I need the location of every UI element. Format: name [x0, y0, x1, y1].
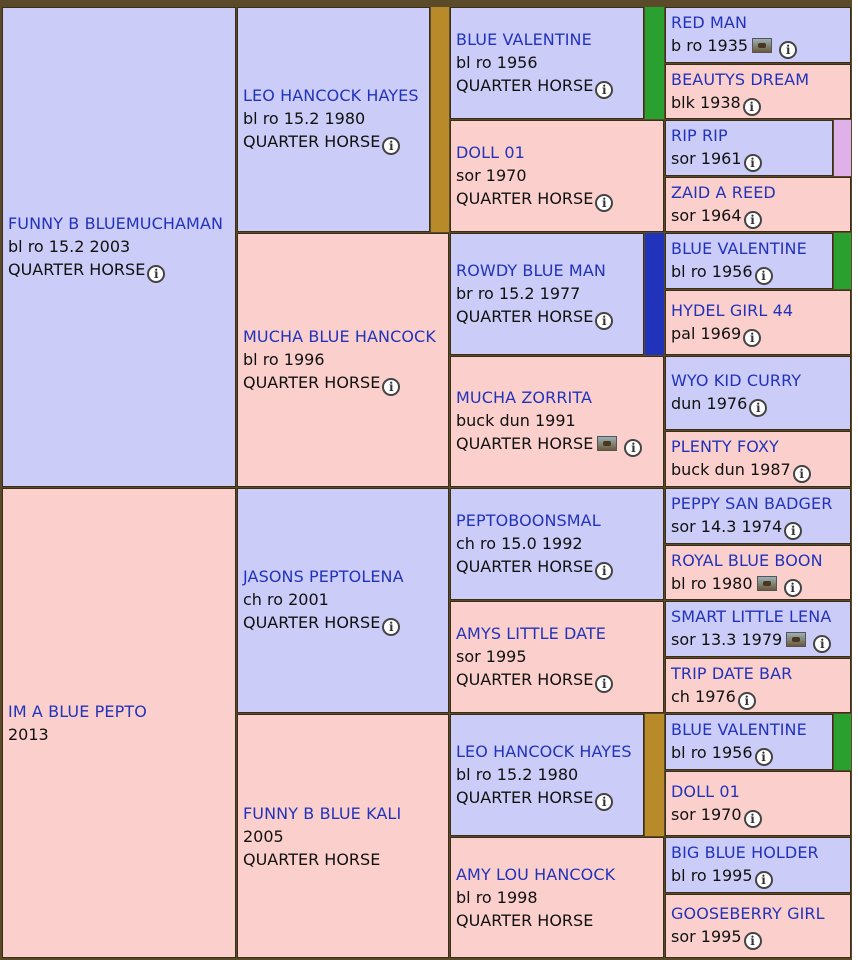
photo-icon[interactable]	[786, 632, 806, 647]
horse-details: bl ro 1996	[243, 349, 325, 369]
horse-details: bl ro 1998	[456, 888, 538, 907]
horse-name-link[interactable]: LEO HANCOCK HAYES	[243, 86, 419, 105]
pedigree-gen4-11	[665, 601, 851, 657]
horse-breed: QUARTER HORSE i	[456, 668, 663, 693]
pedigree-sire	[2, 7, 236, 487]
horse-name-link[interactable]: JASONS PEPTOLENA	[243, 567, 404, 586]
horse-details: bl ro 1956	[456, 52, 538, 72]
info-icon[interactable]: i	[743, 98, 761, 116]
info-icon[interactable]: i	[738, 692, 756, 710]
color-strip-green	[834, 233, 851, 289]
horse-name-link[interactable]: DOLL 01	[671, 781, 740, 801]
info-icon[interactable]: i	[744, 932, 762, 950]
horse-details: bl ro 15.2 2003	[8, 236, 131, 256]
color-strip-lavender	[834, 120, 851, 176]
horse-breed: QUARTER HORSE i	[456, 786, 643, 811]
info-icon[interactable]: i	[743, 329, 761, 347]
pedigree-gen4-13	[665, 714, 833, 770]
horse-name-link[interactable]: SMART LITTLE LENA	[671, 607, 832, 626]
horse-details: sor 1995 i	[671, 925, 850, 950]
horse-details: bl ro 1980 i	[671, 572, 850, 597]
horse-details: sor 1961 i	[671, 147, 832, 172]
pedigree-gen3-1	[450, 7, 644, 119]
horse-name-link[interactable]: ZAID A REED	[671, 182, 776, 202]
horse-details: b ro 1935 i	[671, 34, 850, 59]
horse-breed: QUARTER HORSE i	[243, 611, 448, 636]
horse-name-link[interactable]: PLENTY FOXY	[671, 437, 779, 456]
horse-details: sor 1995	[456, 646, 527, 666]
horse-name-link[interactable]: HYDEL GIRL 44	[671, 300, 794, 320]
pedigree-gen3-2	[450, 120, 664, 232]
horse-details: ch ro 15.0 1992	[456, 533, 583, 553]
info-icon[interactable]: i	[382, 618, 400, 636]
info-icon[interactable]: i	[595, 81, 613, 99]
pedigree-paternal-granddam	[237, 233, 449, 487]
horse-details: blk 1938 i	[671, 91, 850, 116]
horse-details: sor 1970 i	[671, 803, 850, 828]
info-icon[interactable]: i	[595, 675, 613, 693]
info-icon[interactable]: i	[595, 312, 613, 330]
info-icon[interactable]: i	[744, 810, 762, 828]
horse-details: dun 1976 i	[671, 392, 850, 417]
pedigree-gen4-2	[665, 64, 851, 119]
horse-name-link[interactable]: AMYS LITTLE DATE	[456, 623, 606, 643]
horse-name-link[interactable]: BLUE VALENTINE	[456, 29, 592, 49]
info-icon[interactable]: i	[595, 793, 613, 811]
horse-details: sor 1970	[456, 165, 527, 185]
horse-name-link[interactable]: TRIP DATE BAR	[671, 663, 793, 683]
horse-name-link[interactable]: BIG BLUE HOLDER	[671, 843, 819, 862]
horse-details: bl ro 15.2 1980	[456, 764, 579, 784]
pedigree-gen3-8	[450, 837, 664, 958]
info-icon[interactable]: i	[744, 211, 762, 229]
horse-name-link[interactable]: RED MAN	[671, 13, 748, 32]
horse-name-link[interactable]: MUCHA BLUE HANCOCK	[243, 326, 436, 346]
horse-details: sor 1964 i	[671, 204, 850, 229]
info-icon[interactable]: i	[755, 267, 773, 285]
info-icon[interactable]: i	[595, 562, 613, 580]
horse-name-link[interactable]: AMY LOU HANCOCK	[456, 865, 616, 884]
page-edge	[852, 0, 858, 960]
horse-details: 2013	[8, 725, 49, 744]
horse-name-link[interactable]: FUNNY B BLUE KALI	[243, 803, 402, 823]
pedigree-gen4-8	[665, 431, 851, 487]
pedigree-gen3-6	[450, 601, 664, 713]
pedigree-gen4-12	[665, 658, 851, 713]
horse-name-link[interactable]: BEAUTYS DREAM	[671, 69, 810, 89]
horse-breed: QUARTER HORSE i	[456, 187, 663, 212]
horse-details: ch ro 2001	[243, 590, 329, 609]
info-icon[interactable]: i	[755, 748, 773, 766]
horse-details: bl ro 1956 i	[671, 260, 832, 285]
horse-name-link[interactable]: ROYAL BLUE BOON	[671, 550, 823, 570]
pedigree-gen4-14	[665, 771, 851, 836]
info-icon[interactable]: i	[147, 265, 165, 283]
horse-details: sor 13.3 1979 i	[671, 628, 850, 653]
horse-name-link[interactable]: DOLL 01	[456, 142, 525, 162]
horse-breed: QUARTER HORSE i	[456, 305, 643, 330]
horse-details: pal 1969 i	[671, 322, 850, 347]
horse-breed: QUARTER HORSE i	[243, 371, 448, 396]
horse-details: 2005	[243, 826, 284, 846]
info-icon[interactable]: i	[382, 137, 400, 155]
horse-breed: QUARTER HORSE i	[8, 258, 235, 283]
horse-details: br ro 15.2 1977	[456, 283, 581, 303]
pedigree-maternal-grandsire	[237, 488, 449, 713]
horse-details: ch 1976 i	[671, 685, 850, 710]
info-icon[interactable]: i	[779, 41, 797, 59]
pedigree-gen4-10	[665, 545, 851, 600]
info-icon[interactable]: i	[784, 579, 802, 597]
horse-name-link[interactable]: LEO HANCOCK HAYES	[456, 741, 632, 761]
horse-name-link[interactable]: GOOSEBERRY GIRL	[671, 904, 825, 923]
horse-name-link[interactable]: PEPPY SAN BADGER	[671, 494, 833, 513]
info-icon[interactable]: i	[813, 635, 831, 653]
photo-icon[interactable]	[597, 436, 617, 451]
horse-name-link[interactable]: ROWDY BLUE MAN	[456, 260, 606, 280]
pedigree-gen4-7	[665, 356, 851, 430]
color-strip-navy	[645, 233, 664, 355]
pedigree-gen4-9	[665, 488, 851, 544]
horse-breed: QUARTER HORSE	[456, 911, 594, 930]
horse-breed: QUARTER HORSE i	[456, 555, 663, 580]
pedigree-gen3-3	[450, 233, 644, 355]
photo-icon[interactable]	[752, 38, 772, 53]
pedigree-paternal-grandsire	[237, 7, 430, 232]
pedigree-gen3-5	[450, 488, 664, 600]
color-strip-green	[834, 714, 851, 770]
horse-name-link[interactable]: PEPTOBOONSMAL	[456, 510, 601, 530]
info-icon[interactable]: i	[744, 154, 762, 172]
horse-name-link[interactable]: WYO KID CURRY	[671, 371, 802, 390]
pedigree-subject	[2, 488, 236, 958]
info-icon[interactable]: i	[749, 399, 767, 417]
pedigree-gen4-5	[665, 233, 833, 289]
horse-details: buck dun 1987 i	[671, 458, 850, 483]
pedigree-gen4-3	[665, 120, 833, 176]
horse-breed: QUARTER HORSE	[243, 849, 381, 869]
pedigree-maternal-granddam	[237, 714, 449, 958]
info-icon[interactable]: i	[624, 439, 642, 457]
horse-breed: QUARTER HORSE i	[456, 74, 643, 99]
photo-icon[interactable]	[757, 576, 777, 591]
info-icon[interactable]: i	[382, 378, 400, 396]
horse-details: sor 14.3 1974 i	[671, 515, 850, 540]
pedigree-gen3-4	[450, 356, 664, 487]
horse-details: bl ro 1995 i	[671, 864, 850, 889]
pedigree-gen4-6	[665, 290, 851, 355]
pedigree-gen4-16	[665, 894, 851, 958]
info-icon[interactable]: i	[784, 522, 802, 540]
horse-details: bl ro 1956 i	[671, 741, 832, 766]
pedigree-gen4-1	[665, 7, 851, 63]
info-icon[interactable]: i	[793, 465, 811, 483]
horse-breed: QUARTER HORSE i	[456, 432, 663, 457]
horse-name-link[interactable]: FUNNY B BLUEMUCHAMAN	[8, 213, 224, 233]
horse-name-link[interactable]: MUCHA ZORRITA	[456, 388, 593, 407]
horse-details: bl ro 15.2 1980	[243, 109, 366, 128]
pedigree-gen4-15	[665, 837, 851, 893]
horse-name-link[interactable]: RIP RIP	[671, 126, 728, 145]
color-strip-green	[645, 7, 664, 119]
pedigree-gen3-7	[450, 714, 644, 836]
horse-name-link[interactable]: IM A BLUE PEPTO	[8, 702, 147, 721]
horse-breed: QUARTER HORSE i	[243, 130, 429, 155]
color-strip-gold	[645, 714, 664, 836]
horse-details: buck dun 1991	[456, 411, 576, 430]
horse-name-link[interactable]: BLUE VALENTINE	[671, 239, 807, 258]
info-icon[interactable]: i	[755, 871, 773, 889]
color-strip-gold	[431, 7, 449, 232]
pedigree-gen4-4	[665, 177, 851, 232]
info-icon[interactable]: i	[595, 194, 613, 212]
horse-name-link[interactable]: BLUE VALENTINE	[671, 720, 807, 739]
